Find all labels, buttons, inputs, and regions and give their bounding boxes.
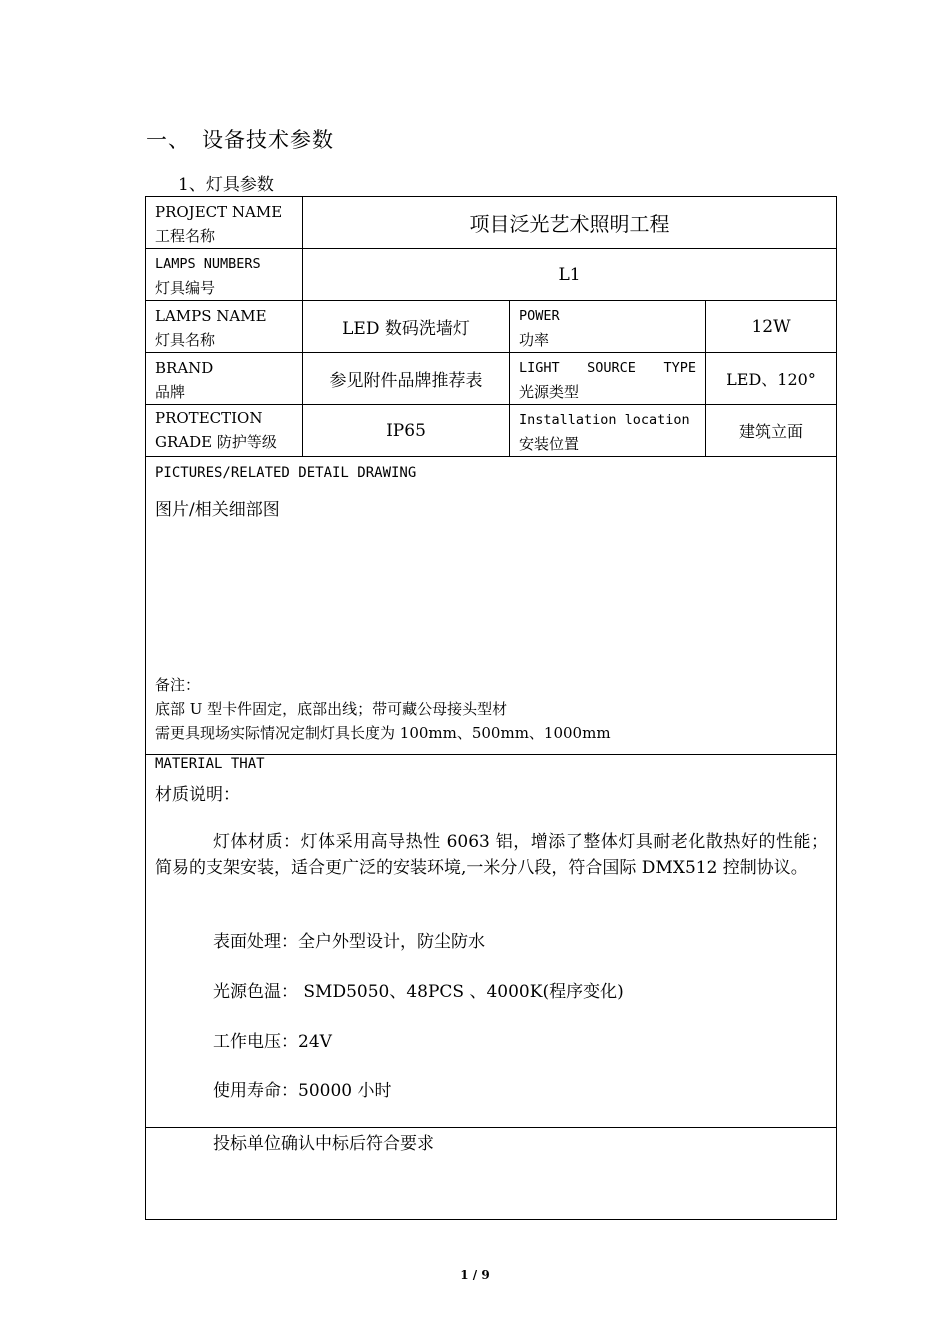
installation-value: 建筑立面: [706, 405, 837, 457]
installation-label: Installation location 安装位置: [510, 405, 706, 457]
working-voltage: 工作电压：24V: [213, 1032, 332, 1052]
lamp-spec-table: [145, 196, 837, 1220]
material-section: [146, 755, 836, 1127]
power-label: POWER 功率: [510, 301, 706, 353]
material-label-en: MATERIAL THAT: [155, 756, 265, 772]
subsection-heading: 1、灯具参数: [178, 175, 274, 195]
brand-value: 参见附件品牌推荐表: [303, 353, 510, 405]
lamp-number-label: LAMPS NUMBERS 灯具编号: [146, 249, 303, 301]
light-source-value: LED、120°: [706, 353, 837, 405]
power-value: 12W: [706, 301, 837, 353]
lamp-name-value: LED 数码洗墙灯: [303, 301, 510, 353]
row-lamp-name: [146, 301, 837, 353]
row-pictures: [146, 457, 837, 755]
pictures-label-en: PICTURES/RELATED DETAIL DRAWING: [155, 465, 417, 481]
lamp-number-value: L1: [303, 249, 837, 301]
light-source-label: LIGHT SOURCE TYPE 光源类型: [510, 353, 706, 405]
surface-treatment: 表面处理：全户外型设计，防尘防水: [213, 932, 485, 952]
section-heading: [146, 124, 334, 154]
pictures-label-cn: 图片/相关细部图: [155, 500, 280, 520]
page-number: 1 / 9: [460, 1268, 490, 1282]
bid-confirmation: 投标单位确认中标后符合要求: [213, 1134, 434, 1154]
protection-value: IP65: [303, 405, 510, 457]
color-temperature: 光源色温： SMD5050、48PCS 、4000K(程序变化): [213, 982, 624, 1002]
pictures-section: [146, 457, 836, 754]
material-body: 灯体材质：灯体采用高导热性 6063 铝，增添了整体灯具耐老化散热好的性能；简易的支架安装，适合更广泛的安装环境,一米分八段，符合国际 DMX512 控制协议。: [155, 832, 828, 878]
project-value: 项目泛光艺术照明工程: [303, 197, 837, 249]
row-brand: [146, 353, 837, 405]
service-life: 使用寿命：50000 小时: [213, 1081, 392, 1101]
row-material: [146, 755, 837, 1128]
remarks: 备注： 底部 U 型卡件固定，底部出线；带可藏公母接头型材 需更具现场实际情况定制灯具长度为 100mm、500mm、1000mm: [155, 676, 611, 742]
material-label-cn: 材质说明：: [155, 785, 240, 805]
row-confirm: [146, 1128, 837, 1220]
brand-label: BRAND 品牌: [146, 353, 303, 405]
row-project: [146, 197, 837, 249]
protection-label: PROTECTION GRADE 防护等级: [146, 405, 303, 457]
section-number: 一、: [146, 128, 190, 152]
project-label: PROJECT NAME 工程名称: [146, 197, 303, 249]
lamp-name-label: LAMPS NAME 灯具名称: [146, 301, 303, 353]
row-protection: [146, 405, 837, 457]
section-title: 设备技术参数: [202, 128, 334, 152]
row-lamp-number: [146, 249, 837, 301]
